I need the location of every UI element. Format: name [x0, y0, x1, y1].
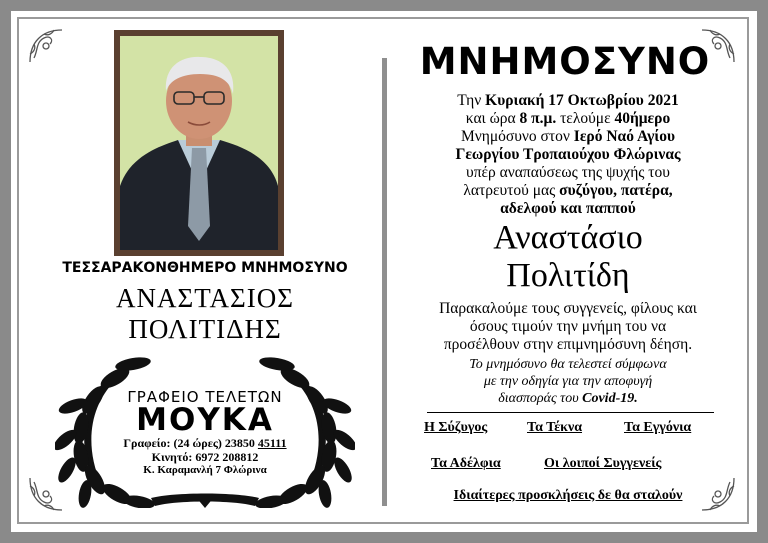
right-title: ΜΝΗΜΟΣΥΝΟ [419, 40, 711, 83]
bottom-note: Ιδιαίτερες προσκλήσεις δε θα σταλούν [453, 488, 683, 503]
service-line4: Γεωργίου Τροπαιούχου Φλώρινας [455, 146, 681, 163]
vertical-divider [382, 58, 387, 506]
deceased-name-line2: Πολιτίδη [506, 257, 630, 294]
signature-other-relatives: Οι λοιποί Συγγενείς [544, 456, 662, 471]
funeral-home-name: ΜΟΥΚΑ [136, 402, 274, 438]
deceased-name-line1: Αναστάσιο [493, 219, 643, 256]
left-name-line2: ΠΟΛΙΤΙΔΗΣ [128, 314, 282, 344]
service-line7: αδελφού και παππού [500, 200, 636, 217]
signature-spouse: Η Σύζυγος [424, 420, 488, 435]
funeral-home-mobile: Κινητό: 6972 208812 [151, 450, 259, 464]
invite-line1: Παρακαλούμε τους συγγενείς, φίλους και [439, 300, 697, 317]
signature-divider [427, 412, 714, 413]
ornament-top-left-icon [24, 24, 68, 68]
portrait-photo [114, 30, 284, 256]
service-line1: Την Κυριακή 17 Οκτωβρίου 2021 [457, 92, 679, 109]
covid-note-line3: διασποράς του Covid-19. [498, 391, 638, 406]
signature-siblings: Τα Αδέλφια [431, 456, 501, 471]
invite-line2: όσους τιμούν την μνήμη του να [469, 318, 667, 335]
signature-children: Τα Τέκνα [527, 420, 583, 435]
funeral-home-office-phone: Γραφείο: (24 ώρες) 23850 45111 [123, 436, 287, 450]
invite-line3: προσέλθουν στην επιμνημόσυνη δέηση. [443, 336, 693, 353]
covid-note-line2: με την οδηγία για την αποφυγή [483, 374, 653, 389]
portrait-figure-icon [120, 36, 278, 250]
left-name-line1: ΑΝΑΣΤΑΣΙΟΣ [116, 283, 294, 313]
signature-grandchildren: Τα Εγγόνια [624, 420, 692, 435]
left-title: ΤΕΣΣΑΡΑΚΟΝΘΗΜΕΡΟ ΜΝΗΜΟΣΥΝΟ [62, 260, 348, 276]
service-line5: υπέρ αναπαύσεως της ψυχής του [466, 164, 670, 181]
service-line3: Μνημόσυνο στον Ιερό Ναό Αγίου [460, 128, 676, 145]
covid-note-line1: Το μνημόσυνο θα τελεστεί σύμφωνα [469, 357, 667, 372]
service-line6: λατρευτού μας συζύγου, πατέρα, [463, 182, 673, 199]
funeral-home-address: Κ. Καραμανλή 7 Φλώρινα [143, 464, 267, 476]
funeral-home-label: ΓΡΑΦΕΙΟ ΤΕΛΕΤΩΝ [127, 388, 283, 406]
service-line2: και ώρα 8 π.μ. τελούμε 40ήμερο [465, 110, 671, 127]
